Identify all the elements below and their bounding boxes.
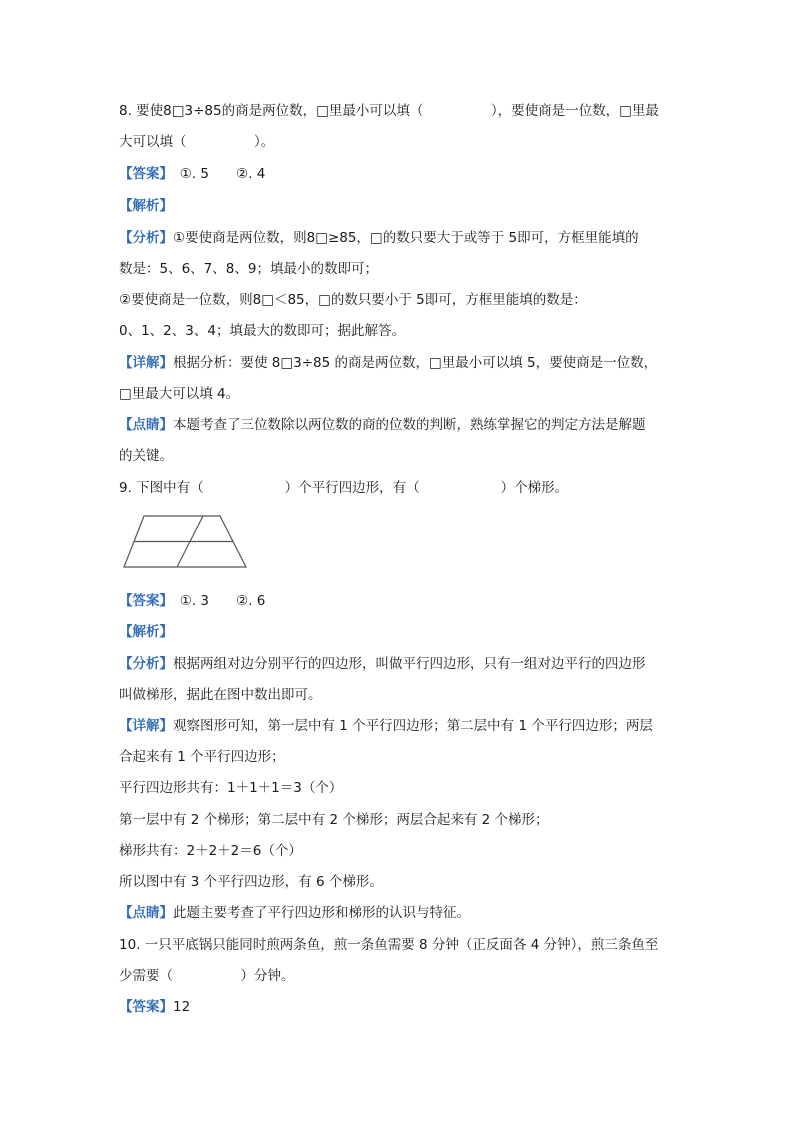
xiangjie-text: 根据分析：要使 8□3÷85 的商是两位数，□里最小可以填 5，要使商是一位数，	[173, 355, 658, 371]
fenxi-tag: 【分析】	[119, 230, 173, 246]
answer-tag: 【答案】	[119, 999, 173, 1015]
dianjing-tag: 【点睛】	[119, 417, 173, 433]
dianjing-text: 此题主要考查了平行四边形和梯形的认识与特征。	[173, 905, 470, 921]
xiangjie-tag: 【详解】	[119, 718, 173, 734]
q8-xiangjie-line1	[119, 353, 679, 373]
q8-dianjing-line2: 的关键。	[119, 448, 173, 464]
q9-conclusion: 所以图中有 3 个平行四边形，有 6 个梯形。	[119, 874, 383, 890]
dianjing-tag: 【点睛】	[119, 905, 173, 921]
q9-jiexi	[119, 622, 679, 642]
q9-xiangjie-line1	[119, 716, 679, 736]
jiexi-tag: 【解析】	[119, 624, 173, 640]
q8-fenxi-line3: ②要使商是一位数，则8□＜85，□的数只要小于 5即可，方框里能填的数是：	[119, 292, 587, 308]
fenxi-tag: 【分析】	[119, 656, 173, 672]
answer-text: 12	[173, 999, 191, 1015]
q9-calc-line2: 第一层中有 2 个梯形；第二层中有 2 个梯形；两层合起来有 2 个梯形；	[119, 812, 549, 828]
q10-answer	[119, 997, 679, 1017]
q9-calc-line3: 梯形共有：2＋2＋2＝6（个）	[119, 843, 302, 859]
answer-tag: 【答案】	[119, 166, 167, 182]
q8-stem-line2: 大可以填（ ）。	[119, 134, 275, 150]
fenxi-text: ①要使商是两位数，则8□≥85，□的数只要大于或等于 5即可，方框里能填的	[173, 230, 639, 246]
q9-stem: 9. 下图中有（ ）个平行四边形，有（ ）个梯形。	[119, 480, 569, 496]
xiangjie-text: 观察图形可知，第一层中有 1 个平行四边形；第二层中有 1 个平行四边形；两层	[173, 718, 653, 734]
q9-dianjing	[119, 903, 679, 923]
dianjing-text: 本题考查了三位数除以两位数的商的位数的判断，熟练掌握它的判定方法是解题	[173, 417, 646, 433]
fenxi-text: 根据两组对边分别平行的四边形，叫做平行四边形，只有一组对边平行的四边形	[173, 656, 646, 672]
q10-stem-line2: 少需要（ ）分钟。	[119, 968, 295, 984]
q9-xiangjie-line2: 合起来有 1 个平行四边形；	[119, 749, 285, 765]
xiangjie-tag: 【详解】	[119, 355, 173, 371]
q8-answer	[119, 164, 679, 184]
answer-tag: 【答案】	[119, 593, 167, 609]
q8-jiexi	[119, 196, 679, 216]
q9-answer	[119, 591, 679, 611]
q8-xiangjie-line2: □里最大可以填 4。	[119, 386, 240, 402]
q8-dianjing-line1	[119, 415, 679, 435]
q8-fenxi-line4: 0、1、2、3、4；填最大的数即可；据此解答。	[119, 323, 405, 339]
jiexi-tag: 【解析】	[119, 198, 173, 214]
q8-fenxi-line2: 数是：5、6、7、8、9；填最小的数即可；	[119, 261, 378, 277]
answer-text: ①. 5 ②. 4	[166, 166, 266, 182]
q9-fenxi-line2: 叫做梯形，据此在图中数出即可。	[119, 687, 322, 703]
trapezoid-figure	[120, 512, 250, 572]
answer-text: ①. 3 ②. 6	[166, 593, 266, 609]
q8-stem-line1: 8. 要使8□3÷85的商是两位数，□里最小可以填（ ），要使商是一位数，□里最	[119, 103, 659, 119]
q9-calc-line1: 平行四边形共有：1＋1＋1＝3（个）	[119, 780, 343, 796]
q9-fenxi-line1	[119, 654, 679, 674]
q10-stem-line1: 10. 一只平底锅只能同时煎两条鱼，煎一条鱼需要 8 分钟（正反面各 4 分钟），煎三条鱼至	[119, 937, 659, 953]
q8-fenxi-line1	[119, 228, 679, 248]
